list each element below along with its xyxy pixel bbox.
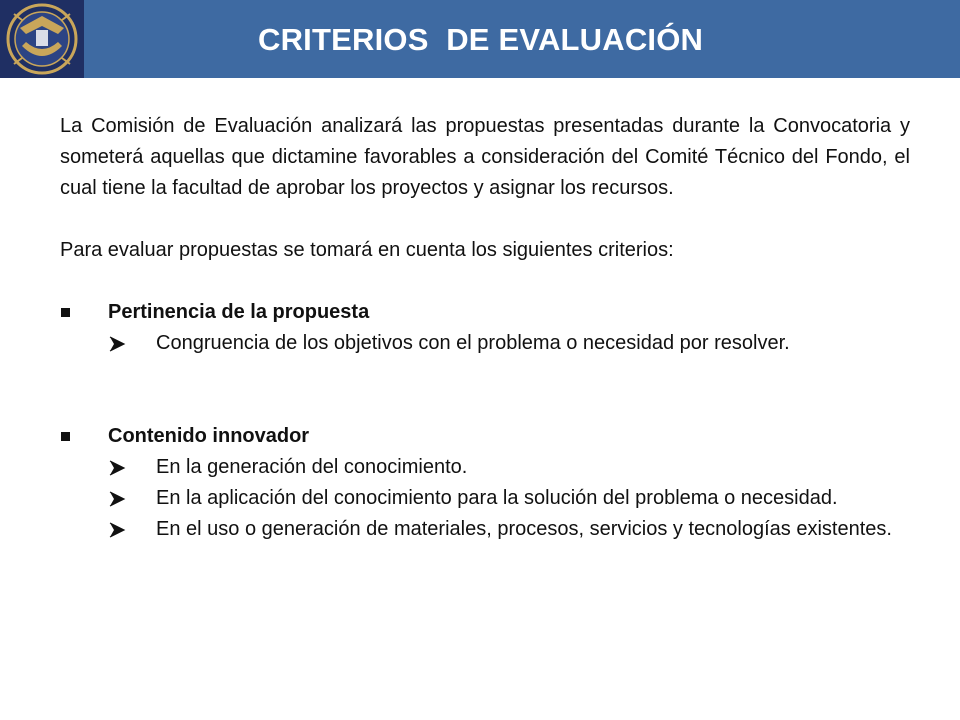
arrow-bullet-icon [108,490,126,508]
criterion-item [108,483,910,514]
arrow-bullet-icon [108,459,126,477]
criterion-item-text: Congruencia de los objetivos con el problema o necesidad por resolver. [156,332,790,354]
criteria-lead-paragraph: Para evaluar propuestas se tomará en cuenta los siguientes criterios: [60,239,674,261]
arrow-bullet-icon [108,521,126,539]
criterion-section-pertinencia [60,297,910,359]
square-bullet-icon [61,432,70,441]
arrow-bullet-icon [108,335,126,353]
criterion-item-text: En la aplicación del conocimiento para la solución del problema o necesidad. [156,487,838,509]
header-bar [0,0,960,78]
unam-crest-icon [0,0,84,78]
square-bullet-icon [61,308,70,317]
slide-body [60,111,910,545]
criterion-item-text: En el uso o generación de materiales, procesos, servicios y tecnologías existentes. [156,518,892,540]
criterion-item-text: En la generación del conocimiento. [156,456,468,478]
page-title: CRITERIOS DE EVALUACIÓN [258,22,704,57]
criterion-title: Contenido innovador [108,425,310,447]
intro-paragraph: La Comisión de Evaluación analizará las propuestas presentadas durante la Convocatoria y someterá aquellas que dictamine favorables a consideración del Comité Técnico del Fondo, el cual tiene la facultad de aprobar los proyectos y asignar los recursos. [60,115,910,199]
criterion-item [108,452,910,483]
criterion-title: Pertinencia de la propuesta [108,301,370,323]
unam-crest-icon-graphic [0,0,84,78]
criterion-section-contenido [60,421,910,545]
criterion-item [108,514,910,545]
criterion-item [108,328,910,359]
